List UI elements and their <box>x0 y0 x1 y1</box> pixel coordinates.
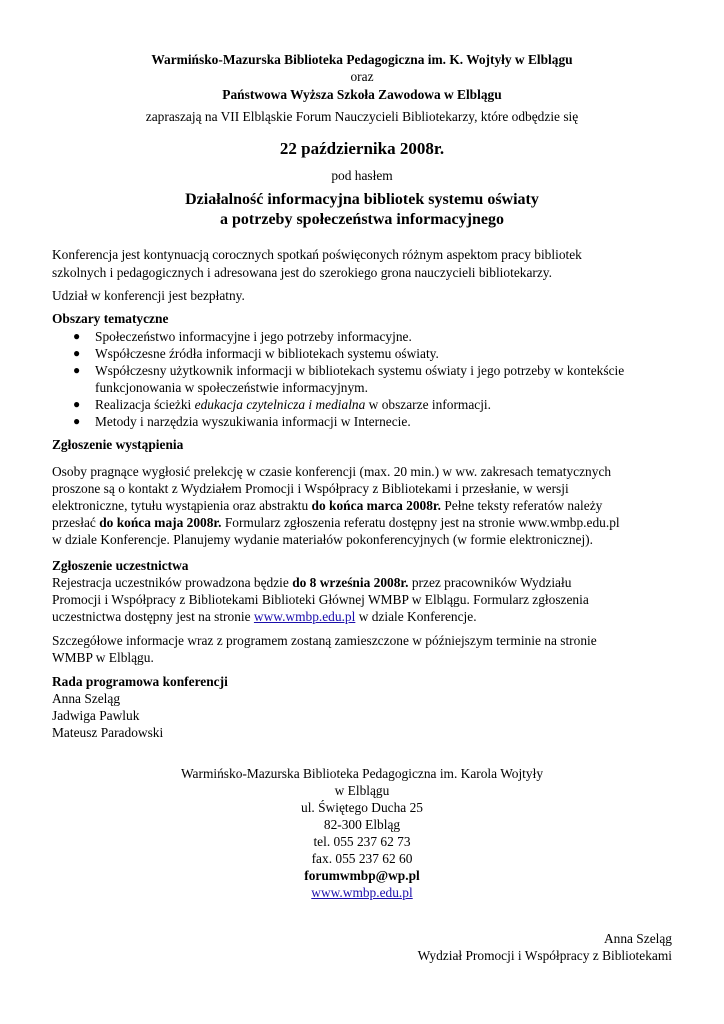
contact-phone: tel. 055 237 62 73 <box>313 834 411 849</box>
talk-deadline-abstract: do końca marca 2008r. <box>311 498 441 513</box>
bullet-icon: ● <box>73 346 81 360</box>
talk-deadline-paper: do końca maja 2008r. <box>99 515 222 530</box>
bullet-icon: ● <box>73 363 81 377</box>
topic-item-3-line-1: Współczesny użytkownik informacji w bibliotekach systemu oświaty i jego potrzeby w kontekście <box>95 363 625 378</box>
talk-line-1: Osoby pragnące wygłosić prelekcję w czasie konferencji (max. 20 min.) w ww. zakresach tematycznych <box>52 464 612 479</box>
contact-org: Warmińsko-Mazurska Biblioteka Pedagogiczna im. Karola Wojtyły <box>180 766 544 781</box>
contact-web-link[interactable]: www.wmbp.edu.pl <box>311 885 413 900</box>
talk-heading: Zgłoszenie wystąpienia <box>52 437 184 452</box>
motto-intro: pod hasłem <box>331 168 393 183</box>
free-participation: Udział w konferencji jest bezpłatny. <box>52 288 245 303</box>
motto-line-2: a potrzeby społeczeństwa informacyjnego <box>220 211 504 228</box>
topics-heading: Obszary tematyczne <box>52 311 169 326</box>
contact-city: w Elblągu <box>334 783 390 798</box>
contact-street: ul. Świętego Ducha 25 <box>301 800 423 815</box>
details-line-2: WMBP w Elblągu. <box>52 650 154 665</box>
council-member: Anna Szeląg <box>52 691 121 706</box>
talk-line-4: przesłać do końca maja 2008r. Formularz zgłoszenia referatu dostępny jest na stronie www.wmbp.edu.pl <box>52 515 620 530</box>
website-link[interactable]: www.wmbp.edu.pl <box>253 609 356 624</box>
council-heading: Rada programowa konferencji <box>52 674 228 689</box>
talk-line-5: w dziale Konferencje. Planujemy wydanie materiałów pokonferencyjnych (w formie elektronicznej). <box>52 532 593 547</box>
conjunction-and: oraz <box>350 69 374 84</box>
topic-item-2: Współczesne źródła informacji w bibliotekach systemu oświaty. <box>95 346 439 361</box>
participation-line-2: Promocji i Współpracy z Bibliotekami Biblioteki Głównej WMBP w Elblągu. Formularz zgłoszenia <box>52 592 589 607</box>
conference-date: 22 października 2008r. <box>279 139 445 158</box>
signature-department: Wydział Promocji i Współpracy z Bibliotekami <box>417 948 672 963</box>
bullet-icon: ● <box>73 397 81 411</box>
topic-item-5: Metody i narzędzia wyszukiwania informacji w Internecie. <box>95 414 411 429</box>
contact-fax: fax. 055 237 62 60 <box>311 851 413 866</box>
registration-deadline: do 8 września 2008r. <box>292 575 409 590</box>
contact-web <box>0 884 724 901</box>
topic-item-4-emphasis: edukacja czytelnicza i medialna <box>194 397 366 412</box>
participation-line-1: Rejestracja uczestników prowadzona będzie do 8 września 2008r. przez pracowników Wydziału <box>52 575 572 590</box>
intro-line-1: Konferencja jest kontynuacją corocznych spotkań poświęconych różnym aspektom pracy bibliotek <box>52 247 582 262</box>
contact-email: forumwmbp@wp.pl <box>304 868 420 883</box>
talk-line-2: proszone są o kontakt z Wydziałem Promocji i Współpracy z Bibliotekami i przesłanie, w wersji <box>52 481 569 496</box>
bullet-icon: ● <box>73 414 81 428</box>
topic-item-1: Społeczeństwo informacyjne i jego potrzeby informacyjne. <box>95 329 412 344</box>
motto-line-1: Działalność informacyjna bibliotek systemu oświaty <box>185 191 539 208</box>
topic-item-4: Realizacja ścieżki edukacja czytelnicza i medialna w obszarze informacji. <box>95 397 491 412</box>
talk-line-3: elektroniczne, tytułu wystąpienia oraz abstraktu do końca marca 2008r. Pełne teksty referatów należy <box>52 498 603 513</box>
council-member: Jadwiga Pawluk <box>52 708 140 723</box>
invitation-line: zapraszają na VII Elbląskie Forum Nauczycieli Bibliotekarzy, które odbędzie się <box>145 109 579 124</box>
signature-name: Anna Szeląg <box>603 931 672 946</box>
bullet-icon: ● <box>73 329 81 343</box>
organizer-2: Państwowa Wyższa Szkoła Zawodowa w Elblągu <box>222 87 502 102</box>
council-member: Mateusz Paradowski <box>52 725 164 740</box>
participation-line-3: uczestnictwa dostępny jest na stronie www.wmbp.edu.pl w dziale Konferencje. <box>52 609 477 624</box>
intro-line-2: szkolnych i pedagogicznych i adresowana jest do szerokiego grona nauczycieli bibliotekarzy. <box>52 265 552 280</box>
contact-postal: 82-300 Elbląg <box>323 817 401 832</box>
participation-heading: Zgłoszenie uczestnictwa <box>52 558 189 573</box>
topic-item-3-line-2: funkcjonowania w społeczeństwie informacyjnym. <box>95 380 368 395</box>
organizer-1: Warmińsko-Mazurska Biblioteka Pedagogiczna im. K. Wojtyły w Elblągu <box>151 52 573 67</box>
details-line-1: Szczegółowe informacje wraz z programem zostaną zamieszczone w późniejszym terminie na stronie <box>52 633 597 648</box>
